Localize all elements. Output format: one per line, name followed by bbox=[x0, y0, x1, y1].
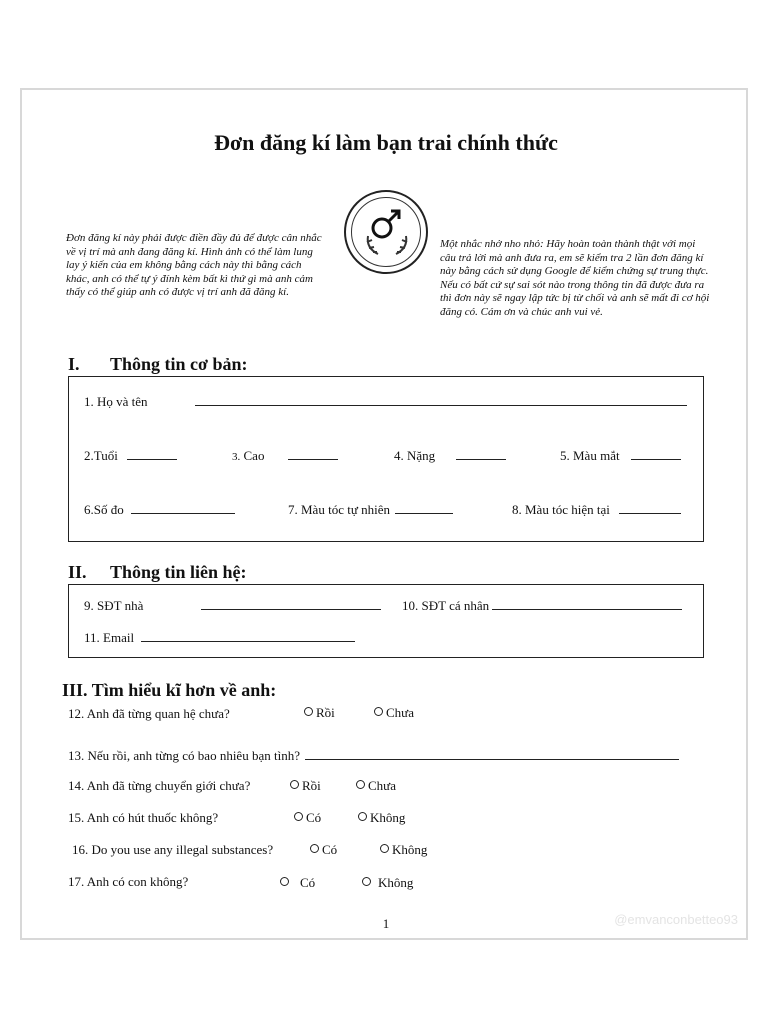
q17-option-yes[interactable]: Có bbox=[280, 875, 315, 891]
field-current-hair-label: 8. Màu tóc hiện tại bbox=[512, 502, 610, 517]
radio-icon[interactable] bbox=[294, 812, 303, 821]
q14-option-no[interactable]: Chưa bbox=[356, 778, 396, 794]
field-home-phone-label: 9. SĐT nhà bbox=[84, 598, 144, 613]
current-hair-line[interactable] bbox=[619, 500, 681, 514]
field-home-phone[interactable] bbox=[84, 596, 381, 614]
field-weight[interactable] bbox=[394, 446, 506, 464]
field-natural-hair-label: 7. Màu tóc tự nhiên bbox=[288, 502, 391, 517]
field-height-number: 3. bbox=[232, 451, 241, 463]
section2-number: II. bbox=[68, 562, 87, 582]
note-right: Một nhắc nhở nho nhỏ: Hãy hoàn toàn thành thật với mọi câu trả lời mà anh đưa ra, em sẽ kiểm tra 2 lần đơn đăng kí này bằng cách sử dụng Google để kiểm chứng sự trung thực. Nếu có bất cứ sự sai sót nào trong thông tin đã được đưa ra thì đơn này sẽ ngay lập tức bị từ chối và anh sẽ mất đi cơ hội đăng có. Cám ơn và chúc anh vui vẻ. bbox=[440, 238, 710, 318]
field-personal-phone-label: 10. SĐT cá nhân bbox=[402, 598, 490, 613]
weight-line[interactable] bbox=[456, 446, 506, 460]
question-13-line[interactable] bbox=[305, 746, 679, 760]
home-phone-line[interactable] bbox=[201, 596, 381, 610]
section1-heading bbox=[68, 354, 248, 375]
question-17: 17. Anh có con không? bbox=[68, 874, 189, 889]
eye-color-line[interactable] bbox=[631, 446, 681, 460]
field-full-name-label: 1. Họ và tên bbox=[84, 394, 148, 409]
field-weight-label: 4. Nặng bbox=[394, 448, 436, 463]
field-email-label: 11. Email bbox=[84, 630, 135, 645]
radio-icon[interactable] bbox=[304, 707, 313, 716]
field-measurements[interactable] bbox=[84, 500, 235, 518]
email-line[interactable] bbox=[141, 628, 355, 642]
radio-icon[interactable] bbox=[374, 707, 383, 716]
field-eye-color-label: 5. Màu mắt bbox=[560, 448, 620, 463]
field-personal-phone[interactable] bbox=[402, 596, 682, 614]
section3-title: III. Tìm hiểu kĩ hơn về anh: bbox=[62, 680, 277, 700]
radio-icon[interactable] bbox=[290, 780, 299, 789]
question-14: 14. Anh đã từng chuyển giới chưa? bbox=[68, 778, 251, 793]
field-email[interactable] bbox=[84, 628, 355, 646]
q15-option-no[interactable]: Không bbox=[358, 810, 405, 826]
radio-icon[interactable] bbox=[362, 877, 371, 886]
radio-icon[interactable] bbox=[310, 844, 319, 853]
age-line[interactable] bbox=[127, 446, 177, 460]
field-natural-hair[interactable] bbox=[288, 500, 453, 518]
note-left: Đơn đăng kí này phải được điền đầy đủ để được cân nhắc về vị trí mà anh đang đăng kí. Hình ảnh có thể làm lung lay ý kiến của em không bằng cách này thì bằng cách khác, anh có thể tự ý đính kèm bất kì thứ gì mà anh cảm thấy có thể giúp anh có được vị trí anh đã đăng kí. bbox=[66, 232, 322, 298]
personal-phone-line[interactable] bbox=[492, 596, 682, 610]
radio-icon[interactable] bbox=[280, 877, 289, 886]
natural-hair-line[interactable] bbox=[395, 500, 453, 514]
radio-icon[interactable] bbox=[380, 844, 389, 853]
field-measurements-label: 6.Số đo bbox=[84, 502, 124, 517]
field-current-hair[interactable] bbox=[512, 500, 681, 518]
q12-option-yes[interactable]: Rồi bbox=[304, 705, 335, 721]
form-title: Đơn đăng kí làm bạn trai chính thức bbox=[214, 130, 558, 155]
full-name-line[interactable] bbox=[195, 392, 687, 406]
q16-option-no[interactable]: Không bbox=[380, 842, 427, 858]
field-full-name[interactable] bbox=[84, 392, 687, 410]
emblem bbox=[344, 190, 428, 274]
section2-heading bbox=[68, 562, 247, 583]
q14-option-yes[interactable]: Rồi bbox=[290, 778, 321, 794]
field-height[interactable] bbox=[232, 446, 338, 464]
field-age-label: 2.Tuổi bbox=[84, 448, 118, 463]
field-height-label: Cao bbox=[243, 448, 265, 463]
q17-option-no[interactable]: Không bbox=[362, 875, 413, 891]
male-symbol-icon bbox=[352, 198, 422, 268]
question-13-label: 13. Nếu rồi, anh từng có bao nhiêu bạn tình? bbox=[68, 748, 300, 763]
question-16: 16. Do you use any illegal substances? bbox=[72, 842, 274, 857]
watermark: @emvanconbetteo93 bbox=[614, 912, 738, 927]
height-line[interactable] bbox=[288, 446, 338, 460]
measurements-line[interactable] bbox=[131, 500, 235, 514]
section1-title: Thông tin cơ bản: bbox=[110, 354, 248, 374]
form-page bbox=[20, 88, 748, 940]
section1-number: I. bbox=[68, 354, 80, 374]
field-eye-color[interactable] bbox=[560, 446, 681, 464]
q12-option-no[interactable]: Chưa bbox=[374, 705, 414, 721]
section2-title: Thông tin liên hệ: bbox=[110, 562, 247, 582]
q16-option-yes[interactable]: Có bbox=[310, 842, 337, 858]
question-13[interactable] bbox=[68, 746, 679, 764]
question-15: 15. Anh có hút thuốc không? bbox=[68, 810, 219, 825]
radio-icon[interactable] bbox=[358, 812, 367, 821]
field-age[interactable] bbox=[84, 446, 177, 464]
radio-icon[interactable] bbox=[356, 780, 365, 789]
page-number: 1 bbox=[382, 916, 390, 931]
q15-option-yes[interactable]: Có bbox=[294, 810, 321, 826]
question-12: 12. Anh đã từng quan hệ chưa? bbox=[68, 706, 230, 721]
